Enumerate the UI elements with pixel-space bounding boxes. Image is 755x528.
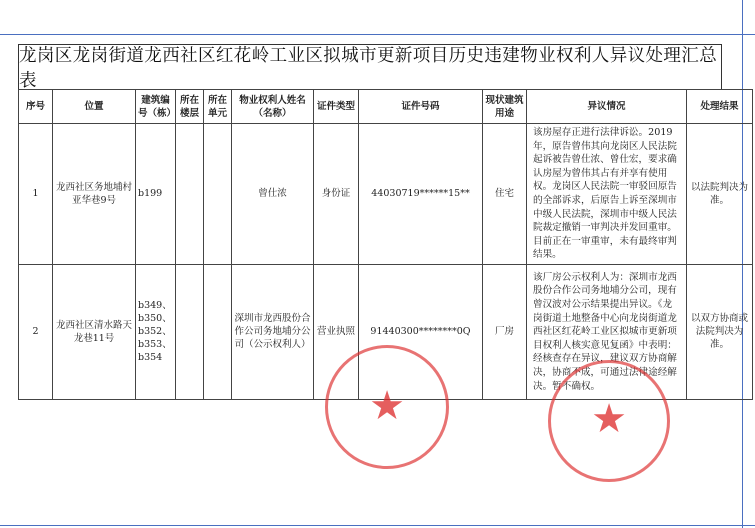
header-objection: 异议情况 <box>527 90 687 124</box>
document-sheet <box>18 44 748 516</box>
cell-unit <box>204 264 232 399</box>
seal-star-icon: ★ <box>591 396 627 442</box>
cell-cert-no: 91440300********0Q <box>359 264 483 399</box>
header-seq: 序号 <box>19 90 53 124</box>
cell-floor <box>176 264 204 399</box>
crop-line-top <box>0 34 755 35</box>
cell-seq: 1 <box>19 124 53 265</box>
cell-floor <box>176 124 204 265</box>
cell-cert-type: 营业执照 <box>314 264 359 399</box>
cell-seq: 2 <box>19 264 53 399</box>
header-building-no: 建筑编号（栋） <box>136 90 176 124</box>
cell-result: 以法院判决为准。 <box>687 124 753 265</box>
cell-building-no: b199 <box>136 124 176 265</box>
table-row <box>19 124 753 265</box>
cell-location: 龙西社区清水路天龙巷11号 <box>53 264 136 399</box>
page-title: 龙岗区龙岗街道龙西社区红花岭工业区拟城市更新项目历史违建物业权利人异议处理汇总表 <box>18 44 722 90</box>
table-header-row <box>19 90 753 124</box>
header-cert-no: 证件号码 <box>359 90 483 124</box>
header-location: 位置 <box>53 90 136 124</box>
cell-usage: 住宅 <box>483 124 527 265</box>
cell-cert-no: 44030719******15** <box>359 124 483 265</box>
header-unit: 所在单元 <box>204 90 232 124</box>
cell-objection: 该厂房公示权利人为：深圳市龙西股份合作公司务地埔分公司，现有曾汉波对公示结果提出异议。《龙岗街道土地整备中心向龙岗街道龙西社区红花岭工业区拟城市更新项目权利人核实意见复函》中表明：经核查存在异议，建议双方协商解决，协商不成，可通过法律途经解决。暂不确权。 <box>527 264 687 399</box>
cell-unit <box>204 124 232 265</box>
header-result: 处理结果 <box>687 90 753 124</box>
cell-usage: 厂房 <box>483 264 527 399</box>
header-usage: 现状建筑用途 <box>483 90 527 124</box>
cell-objection: 该房屋存正进行法律诉讼。2019年，原告曾伟其向龙岗区人民法院起诉被告曾仕浓、曾仕宏，要求确认房屋为曾伟其占有并享有使用权。龙岗区人民法院一审驳回原告的全部诉求，后原告上诉至深圳市中级人民法院，深圳市中级人民法院裁定撤销一审判决并发回重审。目前正在一审重审，未有最终审判结果。 <box>527 124 687 265</box>
cell-result: 以双方协商或法院判决为准。 <box>687 264 753 399</box>
crop-line-bottom <box>0 525 755 526</box>
table-row <box>19 264 753 399</box>
header-floor: 所在楼层 <box>176 90 204 124</box>
cell-cert-type: 身份证 <box>314 124 359 265</box>
cell-owner: 深圳市龙西股份合作公司务地埔分公司（公示权利人） <box>232 264 314 399</box>
header-owner: 物业权利人姓名（名称） <box>232 90 314 124</box>
objection-summary-table <box>18 89 753 400</box>
cell-building-no: b349、b350、b352、b353、b354 <box>136 264 176 399</box>
seal-star-icon: ★ <box>369 383 405 429</box>
cell-location: 龙西社区务地埔村亚华巷9号 <box>53 124 136 265</box>
header-cert-type: 证件类型 <box>314 90 359 124</box>
cell-owner: 曾仕浓 <box>232 124 314 265</box>
